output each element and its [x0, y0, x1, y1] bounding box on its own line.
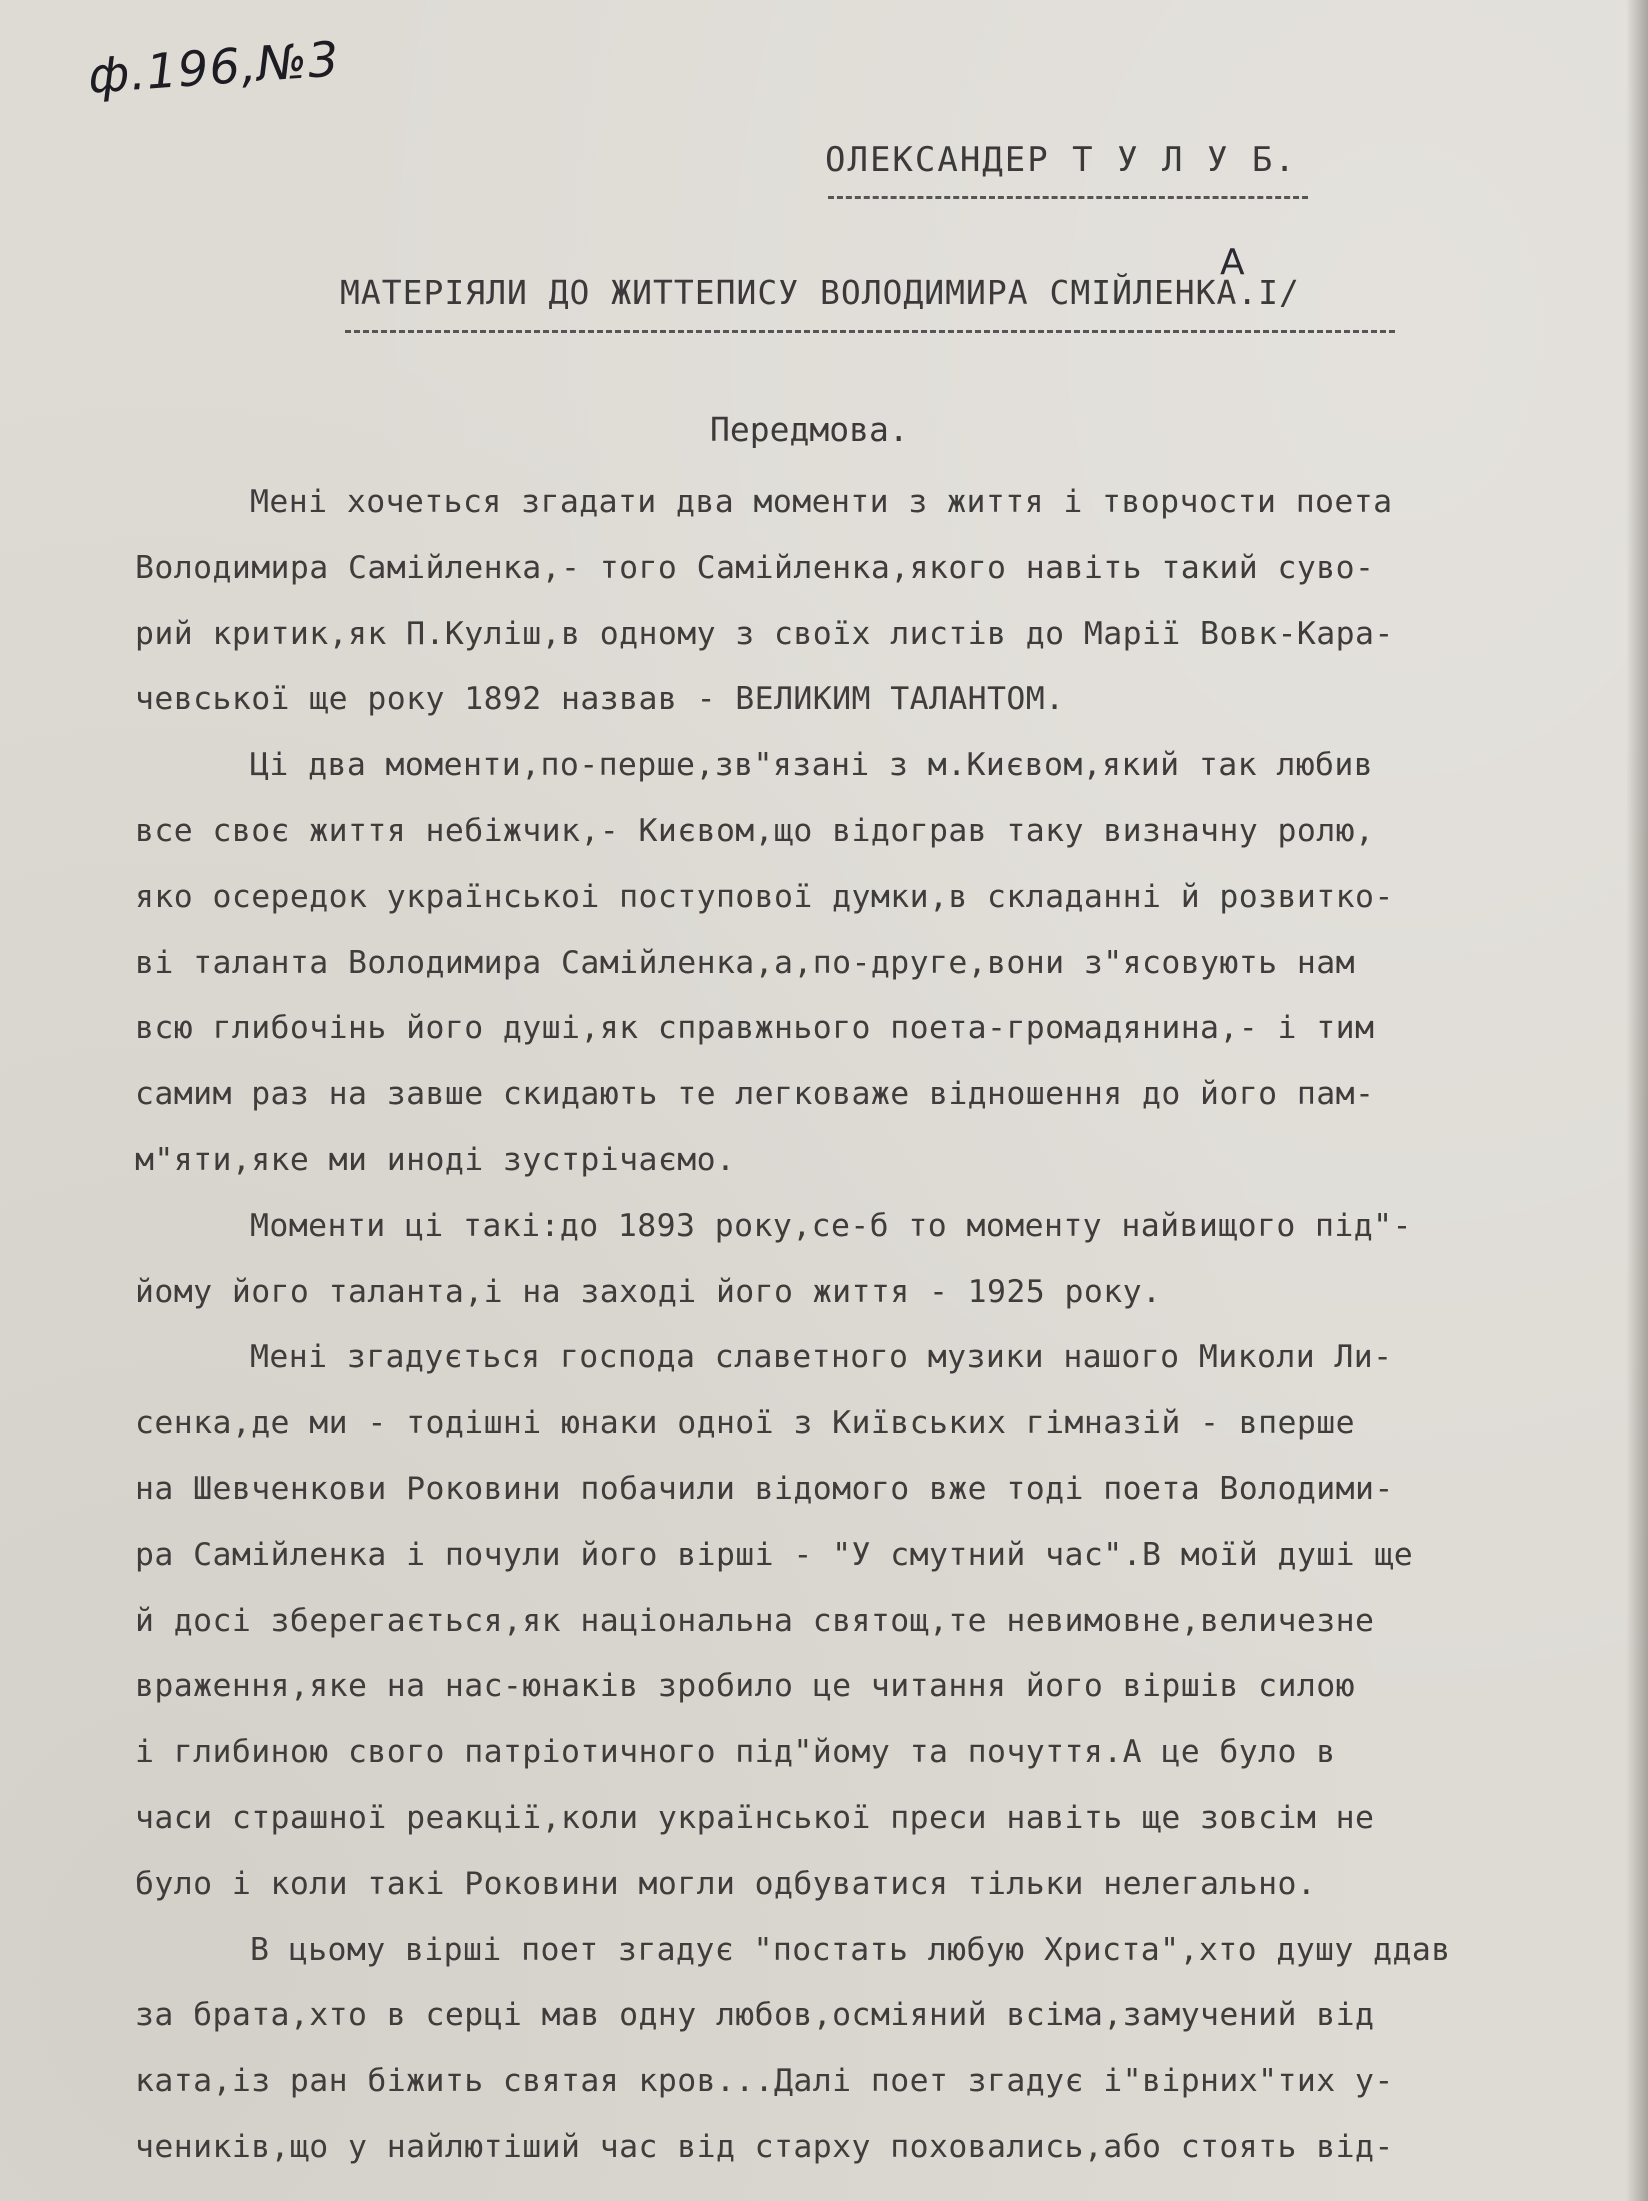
text-line: Ці два моменти,по-перше,зв"язані з м.Києвом,який так любив: [250, 747, 1374, 784]
text-line: часи страшної реакції,коли української преси навіть ще зовсім не: [135, 1799, 1375, 1836]
author-underline: [828, 196, 1308, 199]
text-line: м"яти,яке ми иноді зустрічаємо.: [135, 1141, 736, 1178]
text-line: Мені хочеться згадати два моменти з життя і творчости поета: [250, 484, 1393, 520]
text-line: сенка,де ми - тодішні юнаки одної з Київських гімназій - вперше: [135, 1405, 1355, 1442]
text-line: йому його таланта,і на заході його життя - 1925 року.: [135, 1273, 1162, 1310]
text-line: й досі зберегається,як національна святощ,те невимовне,величезне: [135, 1602, 1375, 1639]
handwritten-caret-correction: А: [1220, 242, 1245, 283]
text-line: ката,із ран біжить святая кров...Далі поет згадує і"вірних"тих у-: [135, 2063, 1394, 2100]
document-title: МАТЕРІЯЛИ ДО ЖИТТЕПИСУ ВОЛОДИМИРА СМІЙЛЕНКА.I/: [340, 273, 1300, 312]
text-line: чеників,що у найлютіший час від старху поховались,або стоять від-: [135, 2128, 1394, 2165]
text-line: рий критик,як П.Куліш,в одному з своїх листів до Марії Вовк-Кара-: [135, 615, 1394, 652]
text-line: враження,яке на нас-юнаків зробило це читання його віршів силою: [135, 1668, 1355, 1705]
text-line: самим раз на завше скидають те легковаже відношення до його пам-: [135, 1076, 1375, 1113]
text-line: було і коли такі Роковини могли одбуватися тільки нелегально.: [135, 1865, 1317, 1902]
text-line: на Шевченкови Роковини побачили відомого вже тоді поета Володими-: [135, 1470, 1394, 1507]
text-line: яко осередок українськоі поступової думки,в складанні й розвитко-: [135, 878, 1394, 915]
text-line: ра Самійленка і почули його вірші - "У смутний час".В моїй душі ще: [135, 1536, 1414, 1573]
text-line: Володимира Самійленка,- того Самійленка,якого навіть такий суво-: [135, 549, 1375, 586]
text-line: всю глибочінь його душі,як справжнього поета-громадянина,- і тим: [135, 1010, 1375, 1047]
preface-heading: Передмова.: [710, 410, 909, 449]
title-underline: [345, 330, 1395, 333]
text-line: за брата,хто в серці мав одну любов,осміяний всіма,замучений від: [135, 1997, 1375, 2034]
archive-handwritten-mark: ф.196,№3: [86, 31, 342, 105]
text-line: і глибиною свого патріотичного під"йому та почуття.А це було в: [135, 1734, 1336, 1771]
text-line: Мені згадується господа славетного музики нашого Миколи Ли-: [250, 1339, 1393, 1376]
text-line: В цьому вірші поет згадує "постать любую Христа",хто душу ддав: [250, 1931, 1451, 1968]
text-line: чевської ще року 1892 назвав - ВЕЛИКИМ ТАЛАНТОМ.: [135, 681, 1065, 718]
body-text: [135, 470, 1605, 2181]
text-line: все своє життя небіжчик,- Києвом,що відограв таку визначну ролю,: [135, 812, 1375, 849]
text-line: ві таланта Володимира Самійленка,а,по-друге,вони з"ясовують нам: [135, 944, 1355, 981]
text-line: Моменти ці такі:до 1893 року,се-б то моменту найвищого під"-: [250, 1207, 1412, 1244]
author-name: ОЛЕКСАНДЕР Т У Л У Б.: [825, 140, 1297, 180]
